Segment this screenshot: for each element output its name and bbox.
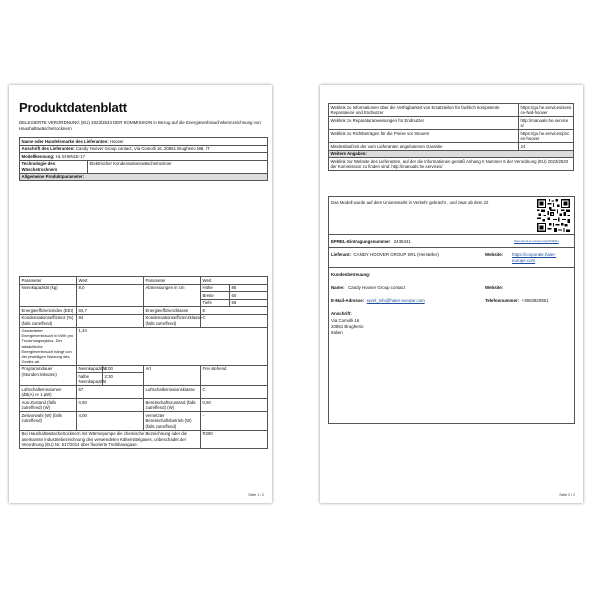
energy-class-value: E: [201, 307, 268, 315]
condensation-efficiency-label: Kondensationseffizienz (%) (falls zutreffend): [20, 314, 77, 327]
regulation-intro: DELEGIERTE VERORDNUNG (EU) 2023/2534 DER KOMMISSION in Bezug auf die Energieverbrauchskennzeichnung von Haushaltswäschetrocknern: [19, 120, 261, 132]
table-row: [329, 104, 574, 117]
col-header-wert: Wert: [201, 277, 268, 285]
rated-capacity-duration: 4:00: [103, 365, 144, 373]
dimensions-label: Abmessungen in cm: [144, 284, 201, 307]
website2-label: Website:: [485, 285, 504, 290]
type-value: Frei stehend: [201, 365, 268, 386]
table-row: [20, 160, 268, 173]
noise-label: Luftschallemissionen (dB(A) re 1 pW): [20, 386, 77, 399]
supplier-address-label: Anschrift des Lieferanten:: [21, 146, 75, 151]
table-row: [20, 277, 268, 285]
page-number: Seite 1 / 2: [248, 493, 264, 497]
table-row: [329, 143, 574, 151]
table-row: [20, 365, 268, 373]
weighted-energy-value: 1,44: [77, 327, 268, 365]
eprel-link[interactable]: https://eprel.ec.europa.eu/qr/2436341: [514, 240, 559, 243]
noise-value: 67: [77, 386, 144, 399]
noise-class-label: Luftschallemissionsklasse: [144, 386, 201, 399]
model-id-label: Modellkennung:: [21, 153, 55, 159]
email-link[interactable]: eprel_info@haier-europe.com: [366, 298, 425, 303]
table-row: [20, 412, 268, 431]
half-capacity-duration: 2:30: [103, 373, 144, 386]
spare-parts-link[interactable]: https://go.he.services/service-fwd-hoover: [519, 104, 574, 117]
capacity-value: 8,0: [77, 284, 144, 307]
address-line-1: Via Comolli 16: [331, 318, 360, 323]
table-row: [20, 430, 268, 449]
type-label: Art: [144, 365, 201, 386]
table-row: [20, 307, 268, 315]
address-line-2: 20861 Brugherio: [331, 324, 364, 329]
table-row: [329, 130, 574, 143]
table-row: [20, 173, 268, 181]
supplier-table: [19, 137, 268, 181]
off-mode-value: 0,50: [77, 399, 144, 412]
noise-class-value: C: [201, 386, 268, 399]
supplier-value: CANDY HOOVER GROUP SRL (Hersteller): [353, 252, 439, 257]
prices-link[interactable]: https://go.he.services/prices-hoover: [519, 130, 574, 143]
page-title: Produktdatenblatt: [19, 100, 127, 115]
condensation-class-value: C: [201, 314, 268, 327]
standby-value: 0,50: [201, 399, 268, 412]
parameters-table: [19, 276, 268, 449]
weighted-energy-label: Gewichteter Energieverbrauch in kWh pro Trocknungszyklus. Der tatsächliche Energieverbrauch hängt von der jeweiligen Nutzung des Geräts ab.: [20, 327, 77, 365]
eprel-number: 2436341: [393, 239, 411, 244]
condensation-efficiency-value: 84: [77, 314, 144, 327]
qr-code-icon[interactable]: [537, 199, 570, 232]
weblinks-table: [328, 103, 574, 171]
col-header-param: Parameter: [20, 277, 77, 285]
table-row: [20, 314, 268, 327]
capacity-label: Nennkapazität (kg): [20, 284, 77, 307]
col-header-param: Parameter: [144, 277, 201, 285]
address-label: Anschrift:: [331, 311, 352, 316]
repair-instructions-link[interactable]: http://manuals.he.services/: [519, 117, 574, 130]
eprel-box: [328, 196, 575, 424]
prices-label: Weblink zu Richtbeträgen für die Preise vor Steuern: [329, 130, 519, 143]
depth-label: Tiefe: [201, 299, 230, 307]
additional-info-heading: Weitere Angaben:: [329, 150, 574, 158]
width-value: 60: [230, 292, 268, 300]
networked-standby-value: -: [201, 412, 268, 431]
spare-parts-label: Weblink zu Informationen über die Verfügbarkeit von Ersatzteilen für fachlich kompetente Reparateure und Endnutzer: [329, 104, 519, 117]
refrigerant-value: R290: [201, 430, 268, 449]
table-row: [20, 153, 268, 161]
energy-class-label: Energieeffizienzklasse: [144, 307, 201, 315]
table-row: [20, 399, 268, 412]
delay-start-label: Zeitvorwahl (W) (falls zutreffend): [20, 412, 77, 431]
datasheet-page-1: [9, 85, 272, 503]
eei-label: Energieeffizienzindex (EEI): [20, 307, 77, 315]
table-row: [20, 386, 268, 399]
program-duration-label: Programmdauer (Stunden:Minuten): [20, 365, 77, 386]
eprel-label: EPREL-Eintragungsnummer: [331, 239, 391, 244]
table-row: [20, 145, 268, 153]
phone-label: Telefonnummer:: [485, 298, 520, 303]
table-row: [329, 158, 574, 171]
supplier-address-value: Candy Hoover Group contact, Via Comolli 16, 20861 Brugherio MB, IT: [75, 146, 210, 151]
delay-start-value: 4,00: [77, 412, 144, 431]
condensation-class-label: Kondensationseffizienzklasse (falls zutreffend): [145, 315, 202, 326]
refrigerant-label: Bei Haushaltswäschetrocknern mit Wärmepumpe die chemische Bezeichnung oder die anerkannte Industriebezeichnung des verwendeten Kältemittelgases, unbeschadet der Verordnung (EU) Nr. 517/2014 über fluorierte Treibhausgase.: [20, 430, 201, 449]
off-mode-label: Aus-Zustand (falls zutreffend) (W): [20, 399, 77, 412]
repair-instructions-label: Weblink zu Reparaturanweisungen für Endnutzer: [329, 117, 519, 130]
additional-info-text: Weblink zur Website des Lieferanten, auf der die Informationen gemäß Anhang II Nummer 6 der Verordnung (EU) 2023/2533 der Kommission zu finden sind: http://manuals.he.services/: [329, 158, 574, 171]
market-date-text: Das Modell wurde auf dem Unionsmarkt in Verkehr gebracht , und zwar ab dem 22: [331, 200, 489, 205]
warranty-value: 24: [519, 143, 574, 151]
height-label: Höhe: [201, 284, 230, 292]
rated-capacity-label: Nennkapazität: [78, 366, 106, 372]
contact-name-value: Candy Hoover Group contact: [348, 285, 405, 290]
half-capacity-label: halbe Nennkapazität: [78, 373, 106, 385]
model-id-value: HL EH8N1E-17: [55, 153, 86, 159]
supplier-name-value: Hoover: [109, 138, 124, 144]
table-row: [20, 284, 268, 292]
general-params-heading: Allgemeine Produktparameter:: [20, 173, 268, 181]
table-row: [20, 327, 268, 365]
page-number: Seite 2 / 2: [559, 493, 575, 497]
supplier-website-link[interactable]: https://corporate.haier-europe.com: [512, 252, 557, 263]
datasheet-page-2: [320, 85, 583, 503]
address-line-3: Italien: [331, 330, 343, 335]
col-header-wert: Wert: [77, 277, 144, 285]
warranty-label: Mindestlaufzeit der vom Lieferanten angebotenen Garantie: [329, 143, 519, 151]
depth-value: 59: [230, 299, 268, 307]
supplier-name-label: Name oder Handelsmarke des Lieferanten:: [21, 138, 109, 144]
website-label: Website:: [485, 252, 504, 257]
email-label: E-Mail-Adresse:: [331, 298, 365, 303]
table-row: [329, 117, 574, 130]
height-value: 85: [230, 284, 268, 292]
supplier-label: Lieferant:: [331, 252, 352, 257]
phone-value: +3903920861: [521, 298, 549, 303]
technology-value: Elektrischer Kondensationswäschetrockner: [88, 160, 268, 173]
width-label: Breite: [201, 292, 230, 300]
eei-value: 84,7: [77, 307, 144, 315]
table-row: [329, 150, 574, 158]
standby-label: Bereitschaftszustand (falls zutreffend) (W): [144, 399, 201, 412]
networked-standby-label: vernetzter Bereitschaftsbetrieb (W) (falls zutreffend): [144, 412, 201, 431]
technology-label: Technologie des Wäschetrockners: [20, 160, 88, 173]
customer-service-label: Kundenbetreuung:: [331, 272, 371, 277]
name-label: Name:: [331, 285, 345, 290]
table-row: [20, 138, 268, 146]
